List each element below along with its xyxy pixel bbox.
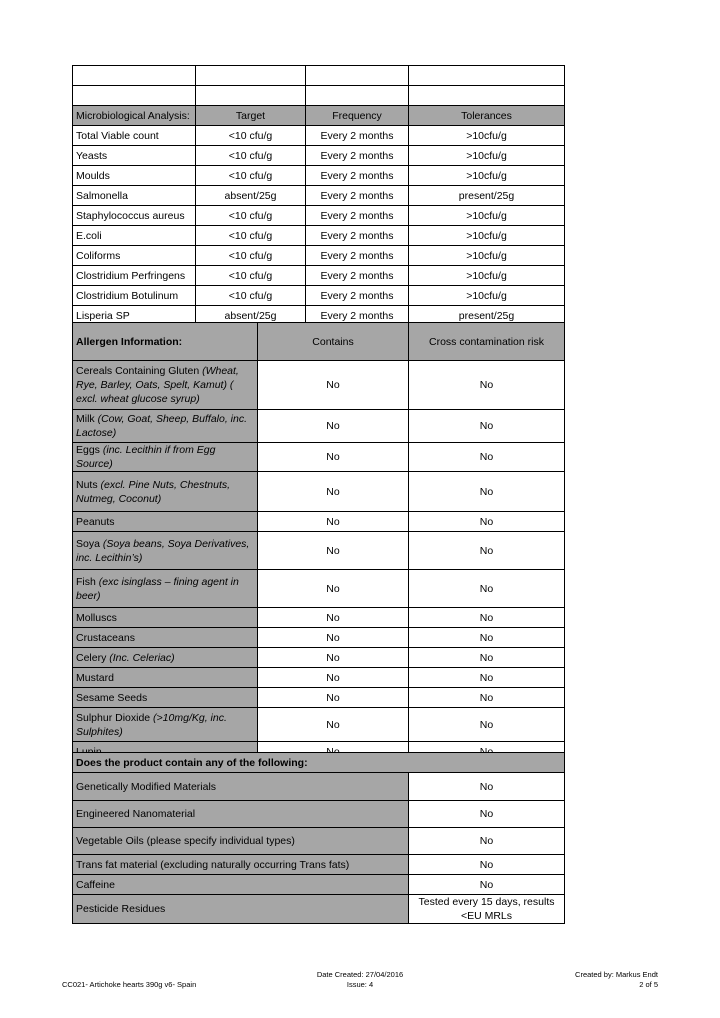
product-contents-table (72, 752, 565, 924)
product-row (73, 875, 565, 895)
micro-frequency: Every 2 months (306, 206, 409, 226)
blank-row (73, 66, 565, 86)
micro-tolerance: >10cfu/g (409, 166, 565, 186)
micro-header-row (73, 106, 565, 126)
product-header-row (73, 753, 565, 773)
product-body (73, 773, 565, 924)
product-value: Tested every 15 days, results <EU MRLs (409, 895, 565, 924)
allergen-note: (exc isinglass – fining agent in beer) (76, 575, 239, 602)
micro-row (73, 226, 565, 246)
micro-header-label: Microbiological Analysis: (73, 106, 196, 126)
micro-tolerance: >10cfu/g (409, 286, 565, 306)
allergen-row (73, 668, 565, 688)
allergen-cross-risk: No (409, 532, 565, 570)
allergen-label: Crustaceans (76, 631, 135, 644)
micro-tolerance: >10cfu/g (409, 206, 565, 226)
micro-tolerance: >10cfu/g (409, 246, 565, 266)
micro-target: <10 cfu/g (196, 246, 306, 266)
allergen-cross-risk: No (409, 608, 565, 628)
allergen-header-cross: Cross contamination risk (409, 323, 565, 361)
micro-frequency: Every 2 months (306, 166, 409, 186)
micro-analyte: Salmonella (73, 186, 196, 206)
allergen-label: Molluscs (76, 611, 117, 624)
product-item: Vegetable Oils (please specify individual types) (73, 828, 409, 855)
allergen-label: Mustard (76, 671, 114, 684)
product-row (73, 895, 565, 924)
allergen-contains: No (258, 628, 409, 648)
allergen-label: Lupin (76, 745, 102, 758)
allergen-row (73, 472, 565, 512)
microbiological-table (72, 65, 565, 326)
micro-target: absent/25g (196, 186, 306, 206)
allergen-contains: No (258, 648, 409, 668)
micro-target: <10 cfu/g (196, 286, 306, 306)
micro-row (73, 186, 565, 206)
allergen-note: (excl. Pine Nuts, Chestnuts, Nutmeg, Coconut) (76, 478, 231, 505)
micro-frequency: Every 2 months (306, 306, 409, 326)
allergen-label: Cereals Containing Gluten (76, 365, 203, 377)
allergen-cross-risk: No (409, 668, 565, 688)
allergen-cross-risk: No (409, 648, 565, 668)
footer-right (575, 970, 658, 990)
allergen-name (73, 410, 258, 443)
micro-analyte: Clostridium Botulinum (73, 286, 196, 306)
allergen-contains: No (258, 410, 409, 443)
micro-row (73, 146, 565, 166)
allergen-note: (Wheat, Rye, Barley, Oats, Spelt, Kamut) ( excl. wheat glucose syrup) (76, 365, 239, 405)
allergen-contains: No (258, 608, 409, 628)
micro-header-tolerances: Tolerances (409, 106, 565, 126)
allergen-contains: No (258, 668, 409, 688)
allergen-cross-risk: No (409, 410, 565, 443)
allergen-row (73, 608, 565, 628)
micro-frequency: Every 2 months (306, 246, 409, 266)
allergen-table (72, 322, 565, 762)
micro-frequency: Every 2 months (306, 226, 409, 246)
allergen-cross-risk: No (409, 708, 565, 742)
allergen-row (73, 688, 565, 708)
micro-row (73, 126, 565, 146)
micro-target: <10 cfu/g (196, 266, 306, 286)
allergen-cross-risk: No (409, 512, 565, 532)
micro-row (73, 266, 565, 286)
date-created: Date Created: 27/04/2016 (316, 970, 404, 979)
allergen-row (73, 512, 565, 532)
allergen-label: Milk (76, 413, 98, 425)
product-row (73, 828, 565, 855)
allergen-cross-risk: No (409, 361, 565, 410)
micro-row (73, 166, 565, 186)
allergen-name (73, 532, 258, 570)
micro-frequency: Every 2 months (306, 266, 409, 286)
micro-analyte: Staphylococcus aureus (73, 206, 196, 226)
micro-analyte: Coliforms (73, 246, 196, 266)
micro-analyte: Total Viable count (73, 126, 196, 146)
product-item: Caffeine (73, 875, 409, 895)
allergen-row (73, 708, 565, 742)
product-value: No (409, 801, 565, 828)
product-row (73, 801, 565, 828)
allergen-note: (Cow, Goat, Sheep, Buffalo, inc. Lactose) (76, 413, 248, 439)
product-value: No (409, 855, 565, 875)
allergen-cross-risk: No (409, 443, 565, 472)
allergen-name (73, 688, 258, 708)
micro-body (73, 126, 565, 326)
allergen-cross-risk: No (409, 472, 565, 512)
micro-analyte: E.coli (73, 226, 196, 246)
micro-header-frequency: Frequency (306, 106, 409, 126)
allergen-label: Celery (76, 651, 110, 664)
allergen-label: Eggs (76, 444, 103, 456)
allergen-name (73, 472, 258, 512)
allergen-contains: No (258, 532, 409, 570)
allergen-label: Peanuts (76, 515, 115, 528)
micro-frequency: Every 2 months (306, 126, 409, 146)
allergen-label: Soya (76, 537, 103, 550)
allergen-row (73, 410, 565, 443)
micro-tolerance: >10cfu/g (409, 266, 565, 286)
micro-analyte: Moulds (73, 166, 196, 186)
micro-tolerance: present/25g (409, 186, 565, 206)
micro-target: <10 cfu/g (196, 126, 306, 146)
allergen-name (73, 570, 258, 608)
allergen-contains: No (258, 708, 409, 742)
micro-row (73, 246, 565, 266)
page-number: 2 of 5 (639, 980, 658, 989)
micro-tolerance: present/25g (409, 306, 565, 326)
allergen-name (73, 628, 258, 648)
allergen-note: (>10mg/Kg, inc. Sulphites) (76, 711, 227, 738)
allergen-cross-risk: No (409, 688, 565, 708)
allergen-row (73, 648, 565, 668)
allergen-note: (Soya beans, Soya Derivatives, inc. Lecithin’s) (76, 537, 250, 564)
allergen-row (73, 361, 565, 410)
allergen-label: Sesame Seeds (76, 691, 148, 704)
micro-tolerance: >10cfu/g (409, 226, 565, 246)
product-item: Engineered Nanomaterial (73, 801, 409, 828)
allergen-header-contains: Contains (258, 323, 409, 361)
micro-target: <10 cfu/g (196, 146, 306, 166)
allergen-contains: No (258, 742, 409, 762)
micro-header-target: Target (196, 106, 306, 126)
issue-number: Issue: 4 (346, 980, 374, 989)
product-value: No (409, 875, 565, 895)
allergen-contains: No (258, 570, 409, 608)
created-by: Created by: Markus Endt (575, 970, 658, 979)
product-item: Pesticide Residues (73, 895, 409, 924)
allergen-note: (Inc. Celeriac) (109, 651, 175, 664)
allergen-row (73, 443, 565, 472)
allergen-row (73, 532, 565, 570)
doc-code: CC021- Artichoke hearts 390g v6- Spain (62, 980, 197, 989)
allergen-cross-risk: No (409, 570, 565, 608)
micro-analyte: Lisperia SP (73, 306, 196, 326)
micro-analyte: Clostridium Perfringens (73, 266, 196, 286)
allergen-body (73, 361, 565, 762)
allergen-label: Fish (76, 575, 99, 588)
micro-tolerance: >10cfu/g (409, 126, 565, 146)
micro-frequency: Every 2 months (306, 186, 409, 206)
micro-analyte: Yeasts (73, 146, 196, 166)
micro-row (73, 206, 565, 226)
product-row (73, 773, 565, 801)
allergen-header-row (73, 323, 565, 361)
allergen-name (73, 648, 258, 668)
product-value: No (409, 828, 565, 855)
micro-target: <10 cfu/g (196, 226, 306, 246)
allergen-name (73, 361, 258, 410)
allergen-name (73, 608, 258, 628)
allergen-label: Sulphur Dioxide (76, 711, 154, 724)
allergen-header-label: Allergen Information: (73, 323, 258, 361)
allergen-contains: No (258, 361, 409, 410)
allergen-cross-risk: No (409, 742, 565, 762)
micro-target: <10 cfu/g (196, 206, 306, 226)
micro-frequency: Every 2 months (306, 286, 409, 306)
micro-target: absent/25g (196, 306, 306, 326)
allergen-name (73, 443, 258, 472)
allergen-cross-risk: No (409, 628, 565, 648)
product-item: Trans fat material (excluding naturally occurring Trans fats) (73, 855, 409, 875)
micro-target: <10 cfu/g (196, 166, 306, 186)
allergen-contains: No (258, 512, 409, 532)
footer-center (300, 970, 420, 990)
allergen-name (73, 668, 258, 688)
allergen-label: Nuts (76, 478, 101, 491)
blank-row (73, 86, 565, 106)
allergen-note: (inc. Lecithin if from Egg Source) (76, 444, 216, 470)
product-row (73, 855, 565, 875)
micro-tolerance: >10cfu/g (409, 146, 565, 166)
micro-row (73, 286, 565, 306)
allergen-contains: No (258, 472, 409, 512)
product-header: Does the product contain any of the following: (73, 753, 565, 773)
allergen-contains: No (258, 688, 409, 708)
allergen-row (73, 570, 565, 608)
allergen-name (73, 708, 258, 742)
product-value: No (409, 773, 565, 801)
allergen-contains: No (258, 443, 409, 472)
product-item: Genetically Modified Materials (73, 773, 409, 801)
micro-frequency: Every 2 months (306, 146, 409, 166)
allergen-name (73, 512, 258, 532)
allergen-row (73, 628, 565, 648)
